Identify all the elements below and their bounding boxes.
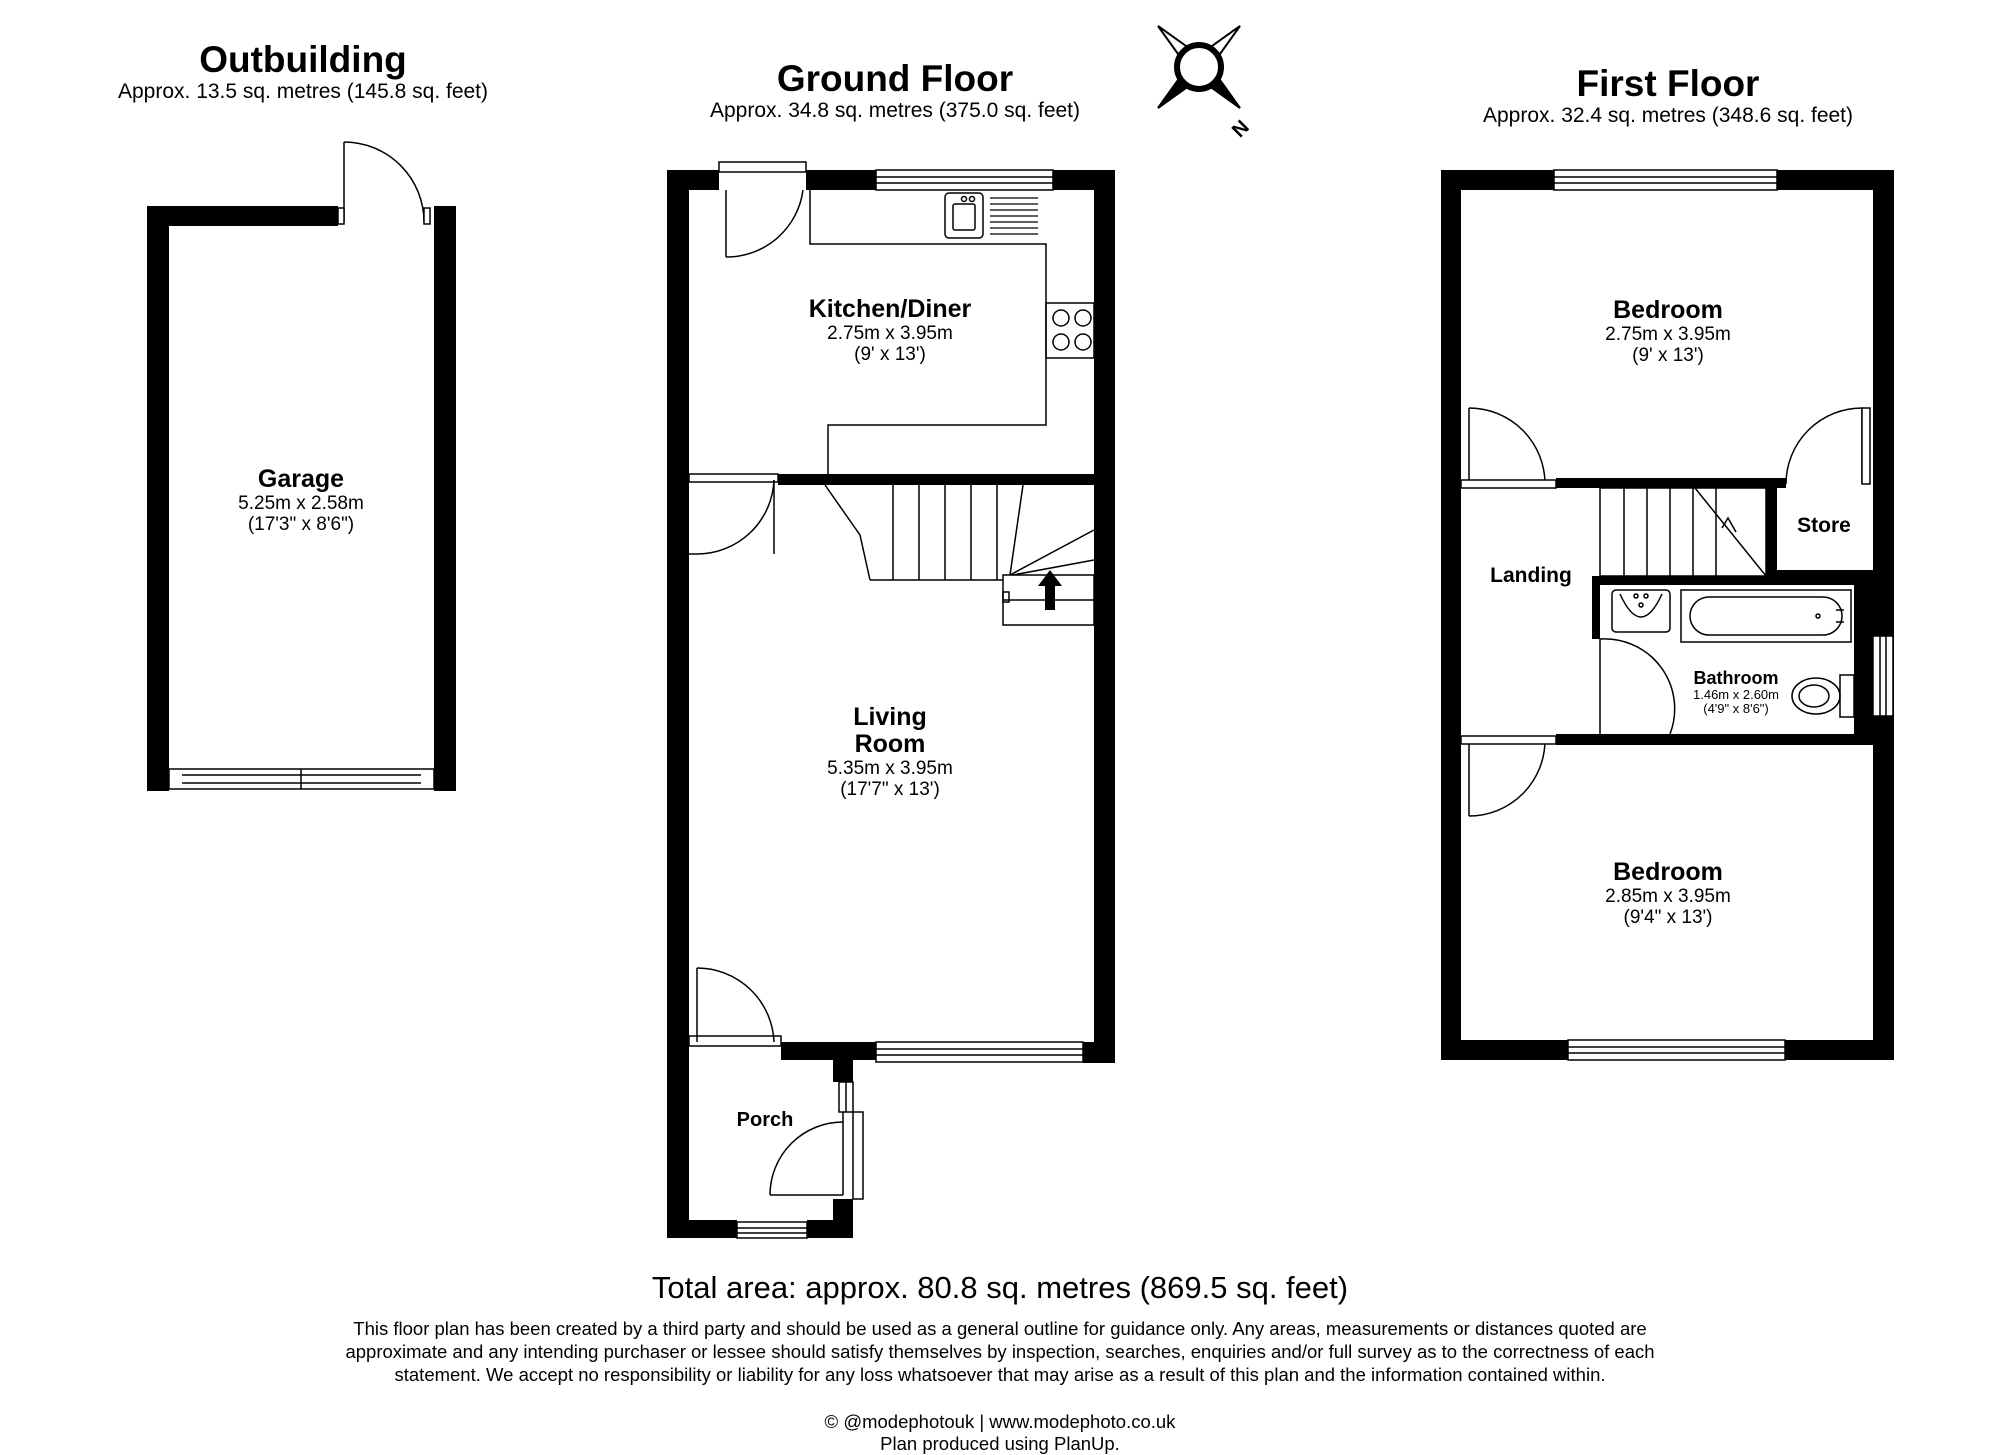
bathroom-metric: 1.46m x 2.60m [1693,687,1779,702]
living-metric: 5.35m x 3.95m [827,758,953,779]
kitchen-name: Kitchen/Diner [808,295,972,323]
bathroom-wall-top [1592,576,1873,585]
bedroom-top-imperial: (9' x 13') [1632,345,1704,366]
living-window [876,1042,1083,1062]
kitchen-drainer [990,198,1038,234]
bedroom-top-metric: 2.75m x 3.95m [1605,324,1731,345]
ground-floor-heading [695,59,1095,123]
store-name: Store [1797,514,1851,537]
living-name-line2: Room [854,730,926,758]
bathroom-basin [1612,590,1670,632]
kitchen-back-door [719,162,806,257]
ground-wall-right [1094,170,1115,1063]
porch-bottom-window [737,1222,807,1238]
landing-wall-top [1556,478,1786,488]
first-wall-bottom-left [1441,1040,1568,1060]
outbuilding-heading [103,40,503,104]
planup-credit: Plan produced using PlanUp. [880,1433,1120,1454]
bathroom-window [1873,636,1893,716]
ground-wall-bottom-living [781,1042,876,1060]
first-floor-title: First Floor [1576,63,1760,104]
kitchen-metric: 2.75m x 3.95m [827,323,953,344]
bathroom-wall-left [1592,576,1600,639]
garage-name: Garage [257,465,345,493]
bathroom-toilet [1792,675,1854,717]
bathroom-wall-bottom [1556,734,1873,745]
room-bedroom-bottom [1568,859,1768,928]
living-name-line1: Living [853,703,927,731]
first-wall-left [1441,170,1461,1060]
first-wall-top-left [1441,170,1554,190]
ground-wall-top-left [667,170,719,190]
room-garage [201,466,401,535]
porch-wall-right-top [833,1042,853,1082]
bedroom-bottom-imperial: (9'4" x 13') [1623,907,1713,928]
stairs-up-arrow [1038,570,1062,610]
room-living [790,704,990,800]
porch-side-window [839,1082,853,1112]
ground-wall-left [667,170,689,1238]
first-stairs [1600,488,1766,576]
ground-wall-top-mid [806,170,876,190]
bathroom-door [1600,639,1675,734]
bedroom-top-door [1461,408,1556,488]
garage-wall-top-right [434,206,442,226]
bedroom-bottom-door [1461,736,1556,816]
porch-wall-bottom-right [807,1220,853,1238]
bathroom-name: Bathroom [1693,668,1779,688]
bathroom-imperial: (4'9" x 8'6") [1703,701,1769,716]
first-floor-area: Approx. 32.4 sq. metres (348.6 sq. feet) [1482,104,1854,127]
total-area: Total area: approx. 80.8 sq. metres (869.5 sq. feet) [651,1270,1349,1305]
copyright-credit: © @modephotouk | www.modephoto.co.uk [824,1411,1176,1432]
store-wall-left [1766,478,1777,576]
bedroom-bottom-name: Bedroom [1613,858,1723,886]
kitchen-hob [1046,303,1094,358]
ground-floor-area: Approx. 34.8 sq. metres (375.0 sq. feet) [709,99,1081,122]
first-floor-heading [1468,64,1868,128]
garage-door-window [169,769,434,789]
living-imperial: (17'7" x 13') [840,779,940,800]
bedroom-bottom-metric: 2.85m x 3.95m [1605,886,1731,907]
store-door [1786,408,1870,484]
ground-wall-bottom-living-right [1083,1042,1115,1063]
landing-name: Landing [1490,564,1572,587]
living-door-swing [689,474,778,554]
room-bathroom [1676,668,1796,716]
porch-inner-door [689,968,781,1046]
bathroom-bath [1681,590,1851,642]
garage-door-swing [338,142,430,224]
room-kitchen [780,296,1000,365]
room-bedroom-top [1568,297,1768,366]
disclaimer-text: This floor plan has been created by a third party and should be used as a general outline for guidance only. Any areas, measurements or distances quoted are approximate and any intending purchaser or lessee should satisfy themselves by inspection, searches, enquiries and/or full survey as to the correctness of each statement. We accept no responsibility or liability for any loss whatsoever that may arise as a result of this plan and the information contained within. [345,1318,1655,1385]
porch-name: Porch [736,1109,794,1131]
ground-floor-title: Ground Floor [776,58,1014,99]
garage-wall-right [434,206,456,791]
kitchen-imperial: (9' x 13') [854,344,926,365]
bedroom-bottom-window [1568,1040,1785,1060]
bedroom-top-window [1554,170,1777,190]
bedroom-top-name: Bedroom [1613,296,1723,324]
garage-imperial: (17'3" x 8'6") [247,514,355,535]
compass-north-label: N [1227,116,1254,143]
ground-internal-wall [778,474,1094,485]
first-wall-bottom-right [1785,1040,1894,1060]
garage-metric: 5.25m x 2.58m [238,493,364,514]
outbuilding-title: Outbuilding [199,39,407,80]
outbuilding-area: Approx. 13.5 sq. metres (145.8 sq. feet) [117,80,489,103]
garage-wall-top [147,206,338,226]
compass-rose-icon [1117,0,1281,149]
garage-wall-left [147,206,169,791]
kitchen-window [876,170,1053,190]
porch-wall-bottom-left [667,1220,737,1238]
